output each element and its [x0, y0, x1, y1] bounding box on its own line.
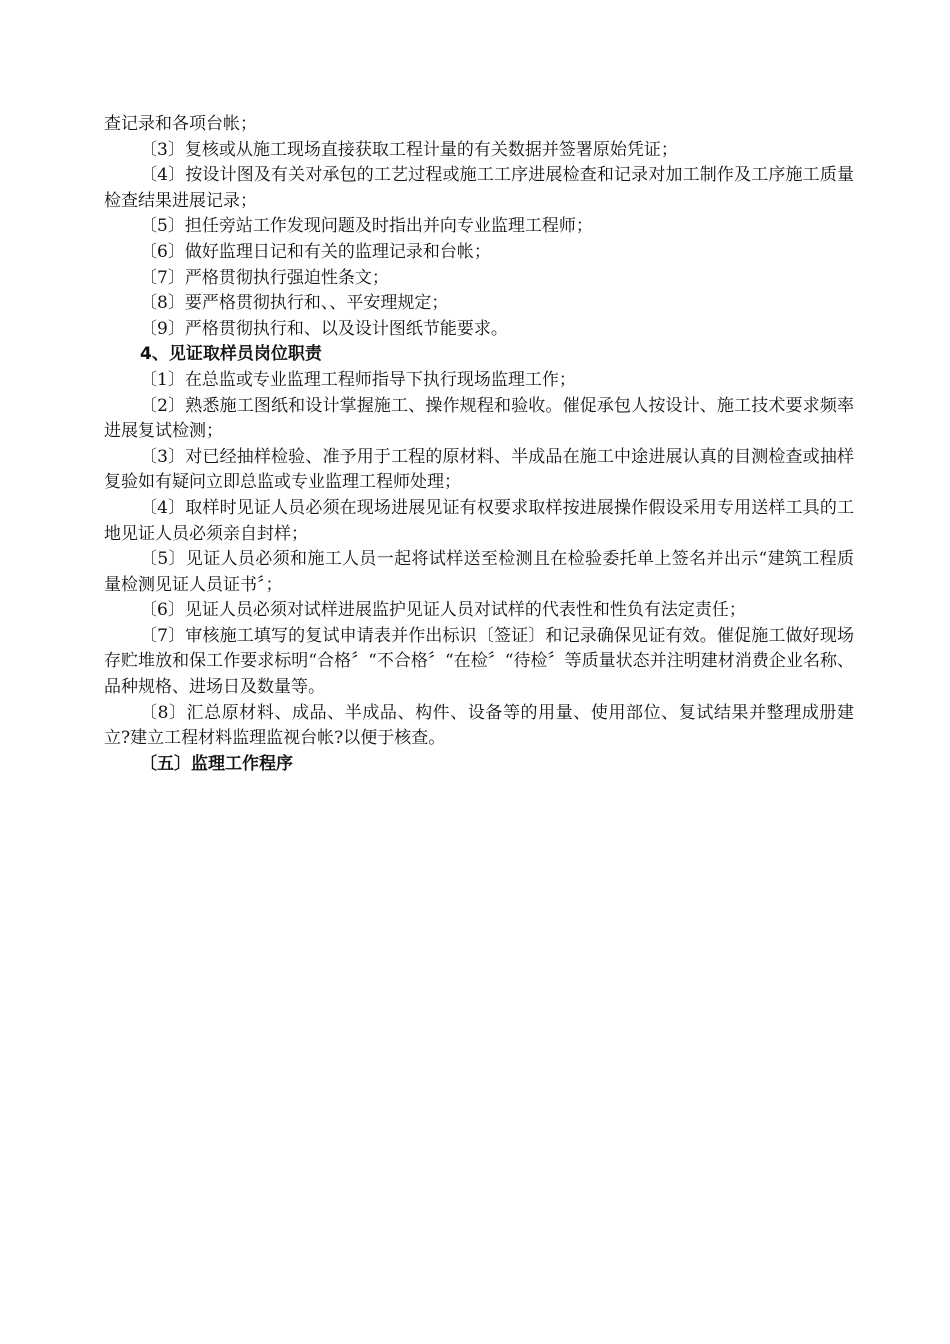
list-item: 〔6〕做好监理日记和有关的监理记录和台帐； [140, 241, 491, 262]
list-item: 〔4〕取样时见证人员必须在现场进展见证有权要求取样按进展操作假设采用专用送样工具的工地见证人员必须亲自封样； [104, 497, 854, 544]
document-page [104, 112, 854, 777]
list-item: 〔7〕严格贯彻执行强迫性条文； [140, 267, 389, 288]
paragraph: 查记录和各项台帐； [104, 114, 257, 134]
list-item: 〔4〕按设计图及有关对承包的工艺过程或施工工序进展检查和记录对加工制作及工序施工质量检查结果进展记录； [104, 165, 854, 211]
list-item: 〔1〕在总监或专业监理工程师指导下执行现场监理工作； [140, 369, 576, 390]
list-item: 〔3〕对已经抽样检验、准予用于工程的原材料、半成品在施工中途进展认真的目测检查或抽样复验如有疑问立即总监或专业监理工程师处理； [104, 446, 854, 493]
section-heading: 4、见证取样员岗位职责 [140, 344, 322, 365]
list-item: 〔8〕要严格贯彻执行和、、平安理规定； [140, 293, 449, 314]
list-item: 〔9〕严格贯彻执行和、以及设计图纸节能要求。 [140, 318, 508, 339]
list-item: 〔8〕汇总原材料、成品、半成品、构件、设备等的用量、使用部位、复试结果并整理成册建立?建立工程材料监理监视台帐?以便于核查。 [104, 702, 854, 749]
list-item: 〔7〕审核施工填写的复试申请表并作出标识〔签证〕和记录确保见证有效。催促施工做好现场存贮堆放和保工作要求标明“合格〞“不合格〞“在检〞“待检〞等质量状态并注明建材消费企业名称、品种规格、进场日及数量等。 [104, 625, 854, 698]
list-item: 〔3〕复核或从施工现场直接获取工程计量的有关数据并签署原始凭证； [140, 139, 678, 160]
list-item: 〔6〕见证人员必须对试样进展监护见证人员对试样的代表性和性负有法定责任； [140, 600, 746, 621]
list-item: 〔5〕担任旁站工作发现问题及时指出并向专业监理工程师； [140, 216, 593, 237]
list-item: 〔5〕见证人员必须和施工人员一起将试样送至检测且在检验委托单上签名并出示“建筑工程质量检测见证人员证书〞； [104, 549, 854, 595]
section-heading: 〔五〕监理工作程序 [140, 753, 293, 774]
list-item: 〔2〕熟悉施工图纸和设计掌握施工、操作规程和验收。催促承包人按设计、施工技术要求频率进展复试检测； [104, 395, 854, 442]
